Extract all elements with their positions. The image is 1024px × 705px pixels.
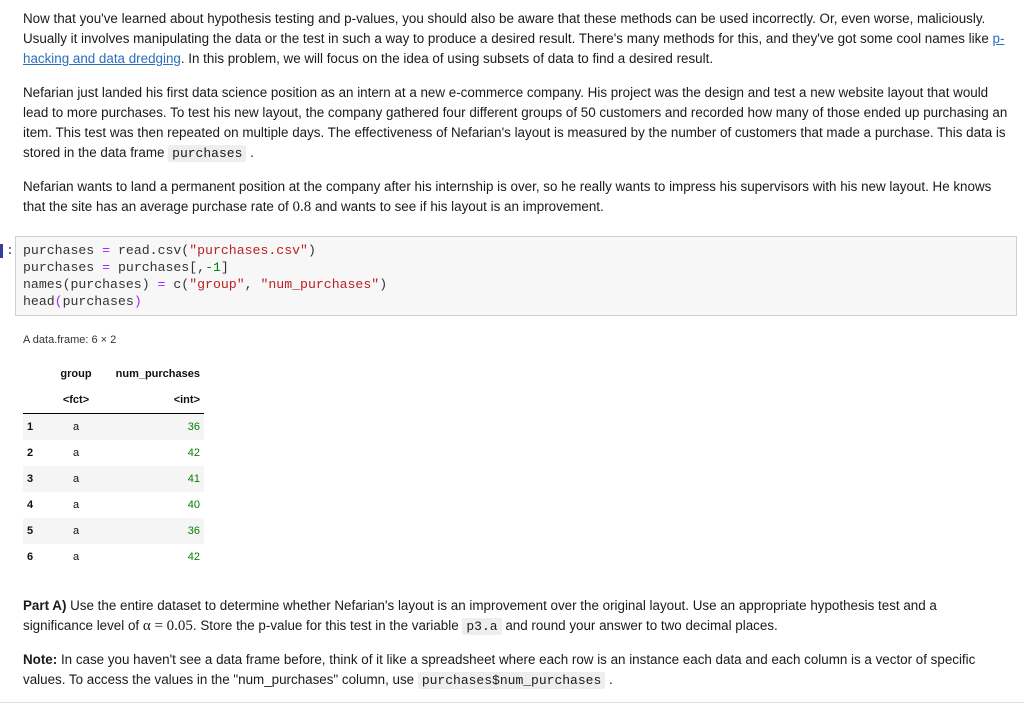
note-text: In case you haven't see a data frame before, think of it like a spreadsheet where each row is an instance each data and each column is a vector of specific values. To access the values in the "num_purchases" column, use (23, 652, 976, 687)
part-a-text-2: . Store the p-value for this test in the variable (192, 618, 463, 633)
code-cell[interactable] (15, 236, 1017, 316)
cell-num-purchases: 42 (187, 447, 200, 459)
cell-num-purchases: 36 (104, 414, 204, 441)
intro-text: Now that you've learned about hypothesis testing and p-values, you should also be aware that these methods can be used incorrectly. Or, even worse, maliciously. Usually it involves manipulating the data or the test in such a way to produce a desired result. There's many methods for this, and they've got some cool names like (23, 11, 993, 46)
index-type-header (23, 387, 48, 414)
code-token: purchases[, (118, 260, 206, 275)
table-row (23, 544, 204, 570)
code-token: purchases (62, 294, 134, 309)
code-token: "group" (189, 277, 245, 292)
row-index: 6 (27, 551, 34, 563)
table-row (23, 414, 204, 441)
code-editor[interactable] (16, 237, 1016, 310)
purchase-rate-math: 0.8 (292, 199, 312, 215)
p3a-code: p3.a (462, 618, 501, 635)
code-token: read.csv( (118, 243, 190, 258)
divider (0, 702, 1024, 703)
goal-end: and wants to see if his layout is an improvement. (311, 199, 604, 214)
code-token: ) (379, 277, 388, 292)
cell-group: a (48, 518, 104, 544)
code-token: names(purchases) (23, 277, 150, 292)
cell-group: a (72, 447, 80, 459)
code-token: -1 (205, 260, 221, 275)
cell-num-purchases: 41 (104, 466, 204, 492)
cell-group: a (72, 551, 80, 563)
dataframe-caption: A data.frame: 6 × 2 (23, 334, 117, 346)
cell-group: a (48, 414, 104, 441)
num-purchases-code: purchases$num_purchases (418, 672, 605, 689)
cell-num-purchases: 42 (187, 551, 200, 563)
column-header-group: group (60, 368, 92, 380)
code-token: purchases (23, 260, 95, 275)
note-text-end: . (609, 672, 613, 687)
column-type-group: <fct> (48, 387, 104, 414)
part-a-text: Use the entire dataset to determine whether Nefarian's layout is an improvement over the original layout. Use an appropriate hypothesis test and a significance level of (23, 598, 937, 633)
table-row (23, 518, 204, 544)
intro-text-end: . In this problem, we will focus on the idea of using subsets of data to find a desired result. (180, 51, 714, 66)
row-index: 2 (27, 447, 34, 459)
column-header-num-purchases: num_purchases (115, 368, 200, 380)
part-a-paragraph (23, 596, 1008, 637)
code-token: ( (54, 294, 63, 309)
scenario-end: . (250, 145, 254, 160)
intro-paragraph-1 (23, 9, 1008, 69)
prompt-colon: : (6, 243, 14, 258)
dataframe-table (23, 361, 204, 570)
code-token: ) (133, 294, 142, 309)
code-token: c( (173, 277, 190, 292)
part-a-label: Part A) (23, 598, 67, 613)
row-index: 1 (23, 414, 48, 441)
goal-text: Nefarian wants to land a permanent position at the company after his internship is over, so he really wants to impress his supervisors with his new layout. He knows that the site has an average purchase rate of (23, 179, 992, 214)
p-hacking-link[interactable]: p-hacking and data dredging (23, 31, 1005, 66)
code-token: purchases (23, 243, 95, 258)
cell-prompt (0, 243, 14, 259)
code-token: head (23, 294, 55, 309)
code-token: "num_purchases" (260, 277, 380, 292)
prompt-marker (0, 244, 3, 258)
purchases-code: purchases (168, 145, 246, 162)
cell-num-purchases: 40 (187, 499, 200, 511)
cell-group: a (48, 466, 104, 492)
index-header (23, 361, 48, 387)
code-token: = (102, 260, 111, 275)
cell-group: a (72, 499, 80, 511)
note-paragraph (23, 650, 1008, 691)
code-token: ] (220, 260, 229, 275)
cell-num-purchases: 36 (104, 518, 204, 544)
row-index: 3 (23, 466, 48, 492)
part-a-text-3: and round your answer to two decimal places. (501, 618, 778, 633)
intro-paragraph-2 (23, 83, 1008, 164)
code-token: = (102, 243, 111, 258)
note-label: Note: (23, 652, 58, 667)
table-row (23, 440, 204, 466)
row-index: 4 (27, 499, 34, 511)
intro-paragraph-3 (23, 177, 1008, 217)
alpha-math: α = 0.05 (142, 618, 193, 634)
code-token: = (157, 277, 166, 292)
code-token: "purchases.csv" (189, 243, 308, 258)
table-row (23, 466, 204, 492)
scenario-text: Nefarian just landed his first data science position as an intern at a new e-commerce company. His project was the design and test a new website layout that would lead to more purchases. To test his new layout, the company gathered four different groups of 50 customers and recorded how many of those ended up purchasing an item. This test was then repeated on multiple days. The effectiveness of Nefarian's layout is measured by the number of customers that made a purchase. This data is stored in the data frame (23, 85, 1008, 160)
code-token: ) (307, 243, 316, 258)
column-type-num-purchases: <int> (104, 387, 204, 414)
row-index: 5 (23, 518, 48, 544)
code-token: , (244, 277, 253, 292)
table-row (23, 492, 204, 518)
